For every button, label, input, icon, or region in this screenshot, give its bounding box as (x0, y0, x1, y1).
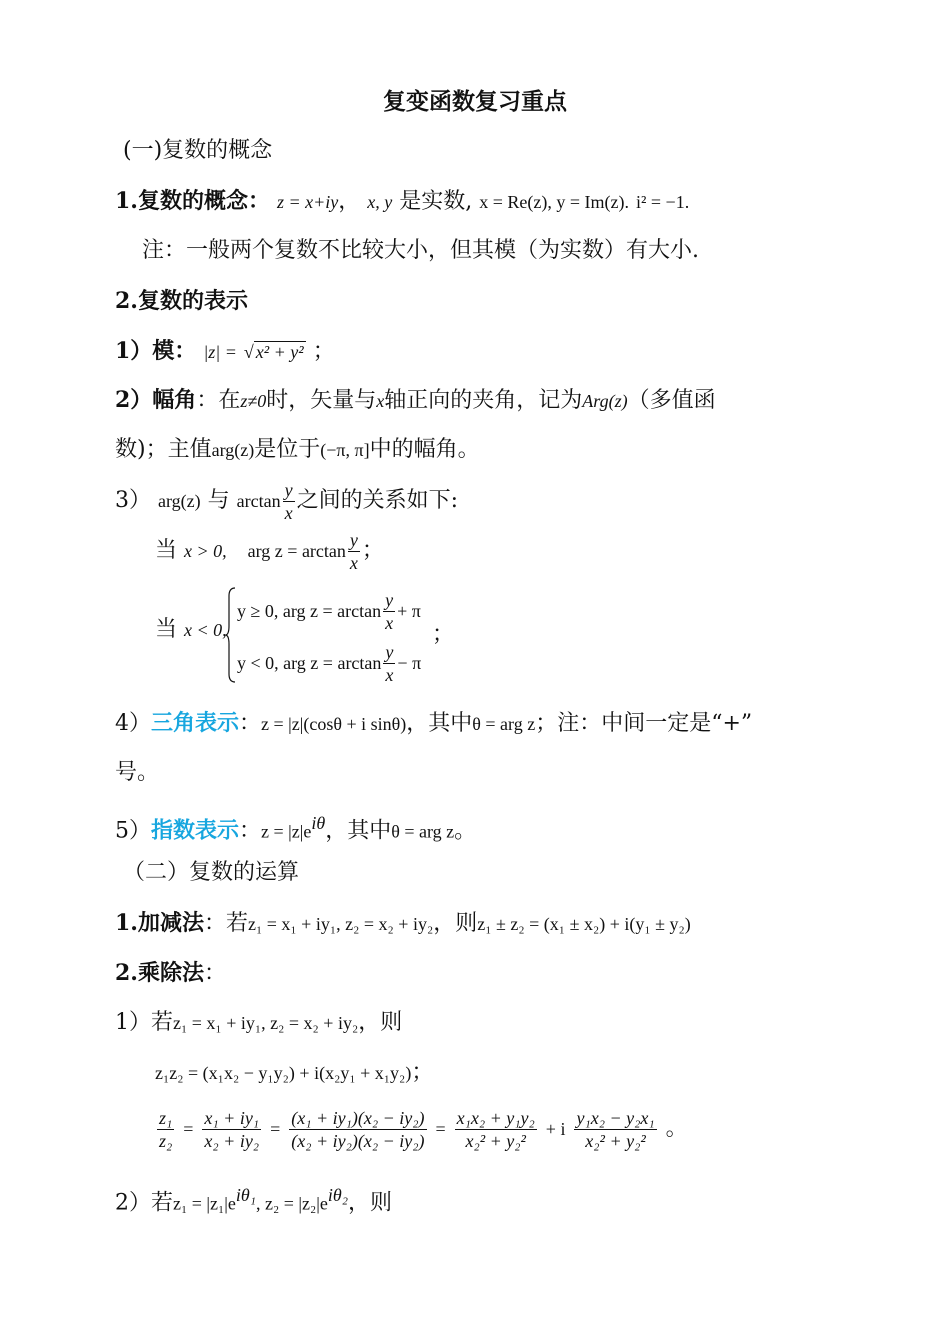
label: 1）模： (115, 338, 197, 364)
frac-den: x₂² + y₂² (585, 1130, 646, 1151)
formula: x (376, 391, 385, 411)
text: 1）若 (115, 1010, 173, 1035)
line-modulus: 1）模： |z| = √ x² + y² ； (115, 338, 335, 364)
text: ： (203, 961, 226, 986)
text: ，则 (433, 911, 478, 936)
formula: arg z = arctan (247, 541, 346, 561)
formula: arg(z) (211, 440, 255, 460)
superscript: iθ (311, 813, 326, 833)
text: 当 (155, 617, 178, 642)
section-heading-2: （二）复数的运算 (123, 860, 300, 885)
formula: z₁ = x₁ + iy₁, z₂ = x₂ + iy₂ (247, 914, 434, 934)
line-argument (115, 385, 935, 416)
line-principal-value (115, 435, 915, 465)
highlight-term: 指数表示 (151, 817, 240, 844)
note-line: 注：一般两个复数不比较大小，但其模（为实数）有大小. (142, 238, 699, 263)
text: ， (338, 189, 361, 214)
label: 2）幅角 (115, 387, 197, 413)
frac-num: x₁ + iy₁ (204, 1107, 260, 1128)
formula: y < 0, arg z = arctan (237, 653, 382, 673)
formula: Arg(z) (582, 391, 628, 411)
line-trig-form (115, 708, 935, 739)
text: 之间的关系如下: (296, 488, 459, 513)
text: ，其中 (406, 711, 473, 736)
equals: = (435, 1119, 446, 1139)
text: 中的幅角。 (369, 437, 480, 462)
formula: arctan (236, 491, 281, 511)
frac-num: x₁x₂ + y₁y₂ (456, 1107, 535, 1128)
line-arctan-relation (115, 478, 915, 524)
line-exp-form (115, 808, 915, 846)
formula: x, y (367, 192, 393, 212)
equals: = (270, 1119, 281, 1139)
formula: arg(z) (158, 491, 201, 511)
highlight-term: 三角表示 (151, 710, 240, 736)
text: 时，矢量与 (266, 388, 377, 413)
frac-den: x₂ + iy₂ (204, 1130, 260, 1151)
case-negative-label (155, 615, 235, 645)
frac-den: z₂ (159, 1130, 173, 1151)
line-mul-if (115, 1008, 915, 1038)
formula: z = |z|(cosθ + i sinθ) (261, 714, 407, 734)
case-brace (225, 586, 237, 684)
formula: y ≥ 0, arg z = arctan (237, 601, 382, 621)
frac-den: (x₂ + iy₂)(x₂ − iy₂) (291, 1130, 425, 1151)
formula: , z₂ = |z₂|e (256, 1193, 328, 1214)
page-title: 复变函数复习重点 (383, 88, 567, 115)
text: ； (361, 538, 384, 563)
text: 是位于 (254, 437, 321, 462)
text: 3） (115, 488, 151, 513)
line-case-positive (155, 528, 855, 574)
text: 。 (454, 818, 477, 844)
formula: x < 0, (184, 620, 227, 640)
formula: |z| = (203, 342, 237, 362)
line-add-sub (115, 908, 935, 939)
frac-den: x₂² + y₂² (465, 1130, 526, 1151)
text: （多值函 (627, 388, 716, 413)
text: ，其中 (325, 818, 392, 844)
line-product (155, 1058, 915, 1088)
text: 轴正向的夹角，记为 (384, 388, 583, 413)
equals: = (183, 1119, 194, 1139)
sqrt-content: x² + y² (255, 342, 304, 362)
text: 与 (207, 488, 230, 513)
frac-num: y₁x₂ − y₂x₁ (576, 1107, 655, 1128)
frac-num: y (385, 641, 394, 662)
text: ，则 (348, 1190, 393, 1216)
superscript: iθ₁ (235, 1185, 256, 1205)
text: 是实数, (399, 189, 473, 214)
formula: i² = −1. (636, 192, 690, 212)
formula: θ = arg z (472, 714, 536, 734)
frac-num: y (385, 589, 394, 610)
line-quotient (155, 1104, 915, 1154)
label: 2.乘除法 (115, 960, 204, 986)
frac-num: y (284, 479, 293, 500)
frac-den: x (385, 664, 394, 685)
text: 数)；主值 (115, 437, 212, 462)
case-semicolon: ； (432, 622, 455, 647)
formula: z≠0 (240, 391, 267, 411)
text: ；注：中间一定是“+” (535, 711, 753, 736)
text: 。 (665, 1116, 688, 1141)
text: 2）若 (115, 1190, 173, 1216)
frac-num: (x₁ + iy₁)(x₂ − iy₂) (291, 1107, 425, 1128)
formula: z = |z|e (261, 821, 312, 842)
text: 当 (155, 538, 178, 563)
text: ： (239, 711, 262, 736)
formula: − π (397, 653, 422, 673)
text: 4） (115, 711, 151, 736)
label: 1.复数的概念： (115, 188, 270, 214)
text: ：在 (196, 388, 241, 413)
frac-den: x (385, 612, 394, 633)
plus-i: + i (545, 1119, 566, 1139)
line-mul-div (115, 958, 915, 989)
formula: (−π, π] (320, 440, 370, 460)
formula: z = x+iy (276, 192, 339, 212)
superscript: iθ₂ (327, 1185, 348, 1205)
text: ： (239, 818, 262, 844)
text: ； (411, 1060, 434, 1085)
formula: x = Re(z), y = Im(z). (479, 192, 629, 212)
line-polar-if (115, 1180, 915, 1218)
label: 1.加减法 (115, 910, 204, 936)
frac-den: x (349, 552, 358, 573)
text: 5） (115, 818, 151, 844)
text: ：若 (203, 911, 248, 936)
frac-num: z₁ (159, 1107, 173, 1128)
frac-den: x (284, 502, 293, 523)
text: ； (312, 339, 335, 364)
formula: θ = arg z (391, 821, 455, 842)
line-complex-definition (115, 186, 935, 217)
formula: z₁ = x₁ + iy₁, z₂ = x₂ + iy₂ (173, 1013, 359, 1033)
line-continuation: 号。 (115, 760, 160, 785)
formula: z₁ ± z₂ = (x₁ ± x₂) + i(y₁ ± y₂) (477, 914, 691, 934)
formula: z₁z₂ = (x₁x₂ − y₁y₂) + i(x₂y₁ + x₁y₂) (155, 1063, 412, 1083)
text: ，则 (358, 1010, 403, 1035)
formula: + π (397, 601, 421, 621)
frac-num: y (349, 529, 358, 550)
section-heading-1: (一)复数的概念 (123, 138, 273, 163)
formula: x > 0, (184, 541, 227, 561)
heading-representation: 2.复数的表示 (115, 288, 248, 314)
formula: z₁ = |z₁|e (173, 1193, 236, 1214)
